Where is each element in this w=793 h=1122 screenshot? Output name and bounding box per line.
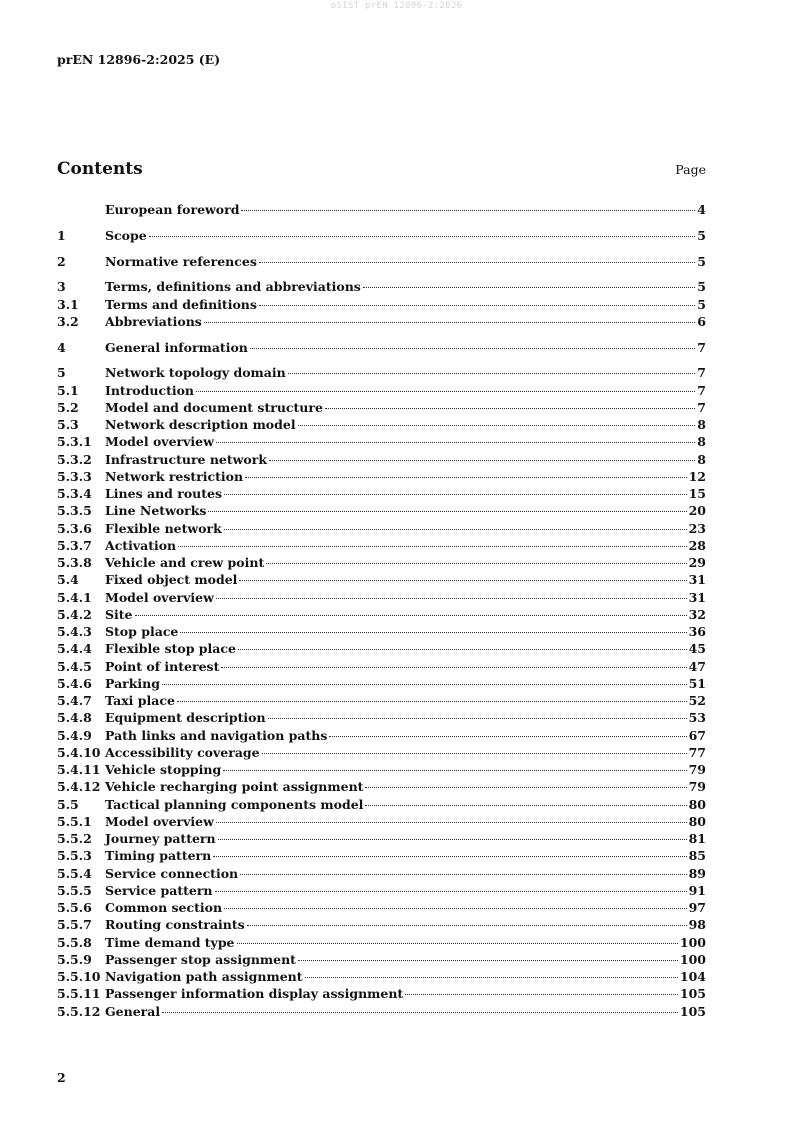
toc-entry-number: 5.5 — [57, 796, 79, 812]
document-id: prEN 12896-2:2025 (E) — [57, 52, 221, 67]
toc-entry-title: Network restriction — [105, 468, 244, 484]
toc-dot-leader — [180, 632, 686, 633]
toc-entry-number: 5.5.11 — [57, 986, 101, 1002]
toc-entry-number: 5.5.9 — [57, 951, 92, 967]
toc-entry-title: Accessibility coverage — [105, 744, 260, 760]
toc-entry-number: 5.4.5 — [57, 658, 92, 674]
toc-entry[interactable] — [57, 589, 706, 606]
toc-entry-page: 8 — [697, 417, 706, 432]
contents-title: Contents — [57, 159, 143, 179]
toc-dot-leader — [215, 891, 687, 892]
toc-entry-page: 31 — [688, 589, 706, 605]
toc-entry[interactable] — [57, 364, 706, 381]
toc-entry[interactable] — [57, 796, 706, 813]
toc-entry-title: Model overview — [105, 813, 214, 829]
toc-entry-number: 5.4.1 — [57, 589, 92, 605]
page-column-label: Page — [675, 162, 706, 177]
toc-entry[interactable] — [57, 640, 706, 657]
toc-entry-title: Common section — [105, 900, 223, 915]
toc-entry[interactable] — [57, 399, 706, 416]
toc-dot-leader — [177, 701, 687, 702]
toc-entry-page: 89 — [688, 865, 706, 881]
toc-entry-title: Lines and routes — [105, 486, 223, 501]
toc-entry-page: 52 — [688, 693, 706, 708]
toc-entry-page: 97 — [688, 900, 706, 915]
toc-entry-title: Site — [105, 606, 133, 622]
toc-entry[interactable] — [57, 761, 706, 778]
toc-entry[interactable] — [57, 985, 706, 1002]
toc-entry[interactable] — [57, 382, 706, 399]
toc-entry-title: Service pattern — [105, 882, 213, 898]
toc-entry-number: 5.4.2 — [57, 606, 92, 622]
toc-entry-page: 7 — [697, 365, 706, 381]
table-of-contents — [57, 201, 706, 1020]
toc-dot-leader — [405, 994, 678, 995]
toc-entry-page: 47 — [688, 658, 706, 674]
toc-dot-leader — [240, 874, 686, 875]
toc-entry-title: Vehicle recharging point assignment — [105, 779, 364, 795]
toc-entry-number: 5.3.6 — [57, 520, 92, 536]
toc-entry-title: Journey pattern — [105, 831, 216, 846]
toc-dot-leader — [135, 615, 687, 616]
toc-entry-number: 5 — [57, 365, 66, 381]
toc-entry-page: 23 — [688, 520, 706, 536]
toc-entry-title: General information — [105, 339, 248, 355]
toc-entry-title: Equipment description — [105, 710, 266, 726]
toc-entry-page: 105 — [679, 986, 706, 1002]
toc-entry[interactable] — [57, 847, 706, 864]
toc-entry[interactable] — [57, 520, 706, 537]
toc-entry-title: Passenger stop assignment — [105, 951, 296, 967]
toc-entry-title: Line Networks — [105, 503, 207, 519]
toc-entry-number: 5.3.2 — [57, 451, 92, 467]
toc-entry-number: 5.5.10 — [57, 969, 101, 984]
toc-entry-page: 100 — [679, 934, 706, 950]
toc-entry-page: 53 — [688, 710, 706, 726]
toc-entry-number: 5.3 — [57, 417, 79, 432]
toc-entry[interactable] — [57, 468, 706, 485]
toc-entry[interactable] — [57, 727, 706, 744]
toc-entry[interactable] — [57, 253, 706, 270]
toc-dot-leader — [329, 736, 686, 737]
toc-entry-number: 5.1 — [57, 382, 79, 398]
toc-entry-page: 77 — [688, 744, 706, 760]
toc-entry[interactable] — [57, 571, 706, 588]
toc-entry[interactable] — [57, 675, 706, 692]
toc-entry-number: 5.4.8 — [57, 710, 92, 726]
toc-entry-page: 51 — [688, 675, 706, 691]
toc-entry-number: 5.4.6 — [57, 675, 92, 691]
toc-entry[interactable] — [57, 899, 706, 916]
toc-dot-leader — [218, 839, 687, 840]
toc-dot-leader — [216, 598, 687, 599]
toc-entry[interactable] — [57, 813, 706, 830]
toc-entry-title: Navigation path assignment — [105, 969, 303, 984]
toc-entry-page: 5 — [697, 227, 706, 243]
toc-entry[interactable] — [57, 658, 706, 675]
toc-entry[interactable] — [57, 1003, 706, 1020]
toc-entry-page: 32 — [688, 606, 706, 622]
toc-entry-page: 5 — [697, 253, 706, 269]
toc-dot-leader — [259, 262, 695, 263]
toc-dot-leader — [216, 822, 687, 823]
toc-dot-leader — [325, 408, 695, 409]
toc-entry-page: 79 — [688, 779, 706, 795]
toc-dot-leader — [365, 805, 686, 806]
toc-entry[interactable] — [57, 554, 706, 571]
toc-entry-number: 5.4.3 — [57, 624, 92, 639]
toc-entry-page: 6 — [697, 313, 706, 329]
toc-entry-page: 15 — [688, 486, 706, 501]
toc-entry[interactable] — [57, 830, 706, 847]
toc-entry-number: 5.2 — [57, 399, 79, 415]
toc-entry-page: 45 — [688, 641, 706, 657]
toc-entry-title: Vehicle stopping — [105, 762, 222, 777]
toc-dot-leader — [298, 425, 696, 426]
toc-entry-title: Passenger information display assignment — [105, 986, 404, 1002]
toc-entry-number: 4 — [57, 339, 66, 355]
toc-entry-number: 5.3.4 — [57, 486, 92, 501]
toc-entry-page: 98 — [688, 917, 706, 933]
toc-entry-title: Network topology domain — [105, 365, 286, 381]
toc-dot-leader — [221, 667, 686, 668]
toc-entry[interactable] — [57, 951, 706, 968]
toc-entry-number: 5.5.7 — [57, 917, 92, 933]
toc-entry-title: Terms, definitions and abbreviations — [105, 279, 361, 295]
toc-dot-leader — [162, 1012, 678, 1013]
toc-entry-title: Service connection — [105, 865, 239, 881]
toc-entry-page: 12 — [688, 468, 706, 484]
toc-entry-title: European foreword — [105, 202, 240, 217]
toc-entry[interactable] — [57, 537, 706, 554]
toc-entry-title: Activation — [105, 537, 177, 553]
toc-entry[interactable] — [57, 339, 706, 356]
toc-entry-page: 31 — [688, 572, 706, 588]
toc-entry[interactable] — [57, 227, 706, 244]
toc-entry-page: 7 — [697, 399, 706, 415]
toc-entry[interactable] — [57, 709, 706, 726]
toc-entry-title: Introduction — [105, 382, 195, 398]
watermark: oSIST prEN 12896-2:2026 — [330, 1, 463, 11]
toc-dot-leader — [237, 943, 678, 944]
toc-entry-number: 5.5.2 — [57, 831, 92, 846]
toc-entry-title: Time demand type — [105, 934, 235, 950]
toc-entry[interactable] — [57, 296, 706, 313]
toc-entry-number: 5.3.5 — [57, 503, 92, 519]
toc-entry-page: 36 — [688, 624, 706, 639]
toc-entry-title: Model and document structure — [105, 399, 323, 415]
toc-entry[interactable] — [57, 451, 706, 468]
toc-entry-title: Flexible stop place — [105, 641, 236, 657]
toc-dot-leader — [245, 477, 687, 478]
toc-dot-leader — [363, 287, 695, 288]
toc-entry-title: Taxi place — [105, 693, 175, 708]
toc-entry-page: 20 — [688, 503, 706, 519]
toc-entry-number: 3 — [57, 279, 66, 295]
toc-dot-leader — [239, 580, 686, 581]
toc-entry-number: 3.2 — [57, 313, 79, 329]
toc-entry[interactable] — [57, 433, 706, 450]
toc-dot-leader — [224, 529, 687, 530]
toc-entry-title: Normative references — [105, 253, 257, 269]
toc-entry[interactable] — [57, 313, 706, 330]
toc-dot-leader — [241, 210, 695, 211]
toc-entry[interactable] — [57, 865, 706, 882]
toc-dot-leader — [208, 511, 686, 512]
toc-entry-number: 5.4.12 — [57, 779, 101, 795]
toc-entry-page: 4 — [697, 202, 706, 217]
toc-dot-leader — [250, 348, 695, 349]
toc-entry-title: Infrastructure network — [105, 451, 268, 467]
toc-entry-number: 5.3.7 — [57, 537, 92, 553]
toc-entry-title: Model overview — [105, 434, 214, 450]
toc-entry-number: 1 — [57, 227, 66, 243]
toc-entry[interactable] — [57, 968, 706, 985]
toc-entry[interactable] — [57, 916, 706, 933]
toc-entry[interactable] — [57, 502, 706, 519]
toc-entry[interactable] — [57, 416, 706, 433]
toc-entry-title: Terms and definitions — [105, 296, 257, 312]
toc-entry-number: 5.4.9 — [57, 727, 92, 743]
footer-page-number: 2 — [57, 1070, 66, 1085]
toc-entry-number: 3.1 — [57, 296, 79, 312]
toc-entry-number: 5.3.1 — [57, 434, 92, 450]
toc-dot-leader — [196, 391, 695, 392]
toc-entry-page: 79 — [688, 762, 706, 777]
toc-entry-number: 5.5.1 — [57, 813, 92, 829]
toc-entry-title: Fixed object model — [105, 572, 238, 588]
toc-entry-page: 7 — [697, 339, 706, 355]
toc-dot-leader — [162, 684, 687, 685]
toc-entry-title: Tactical planning components model — [105, 796, 364, 812]
toc-dot-leader — [288, 373, 696, 374]
toc-entry-number: 5.4.4 — [57, 641, 92, 657]
toc-entry-page: 8 — [697, 434, 706, 450]
toc-entry-title: General — [105, 1003, 161, 1019]
toc-dot-leader — [178, 546, 686, 547]
toc-dot-leader — [204, 322, 695, 323]
toc-dot-leader — [266, 563, 686, 564]
toc-entry-title: Scope — [105, 227, 147, 243]
toc-entry-page: 80 — [688, 796, 706, 812]
toc-entry-page: 29 — [688, 555, 706, 570]
toc-dot-leader — [268, 718, 687, 719]
toc-entry-title: Abbreviations — [105, 313, 202, 329]
toc-entry-title: Model overview — [105, 589, 214, 605]
toc-entry[interactable] — [57, 692, 706, 709]
toc-entry-page: 104 — [679, 969, 706, 984]
toc-entry[interactable] — [57, 934, 706, 951]
toc-entry-title: Flexible network — [105, 520, 222, 536]
toc-dot-leader — [298, 960, 678, 961]
toc-dot-leader — [216, 442, 695, 443]
toc-dot-leader — [213, 856, 686, 857]
toc-entry-page: 91 — [688, 882, 706, 898]
toc-entry-title: Vehicle and crew point — [105, 555, 265, 570]
toc-dot-leader — [259, 305, 695, 306]
toc-entry-number: 5.5.12 — [57, 1003, 101, 1019]
toc-entry[interactable] — [57, 744, 706, 761]
toc-entry-page: 28 — [688, 537, 706, 553]
toc-entry[interactable] — [57, 882, 706, 899]
toc-entry-number: 5.5.8 — [57, 934, 92, 950]
toc-dot-leader — [224, 494, 687, 495]
toc-dot-leader — [305, 977, 678, 978]
toc-entry-page: 100 — [679, 951, 706, 967]
toc-entry-page: 8 — [697, 451, 706, 467]
toc-dot-leader — [269, 460, 695, 461]
toc-entry-number: 5.5.6 — [57, 900, 92, 915]
toc-dot-leader — [247, 925, 687, 926]
toc-entry-page: 80 — [688, 813, 706, 829]
toc-entry-title: Routing constraints — [105, 917, 245, 933]
toc-entry[interactable] — [57, 485, 706, 502]
toc-entry-page: 5 — [697, 279, 706, 295]
toc-dot-leader — [262, 753, 687, 754]
toc-entry-number: 5.3.8 — [57, 555, 92, 570]
toc-entry-number: 5.3.3 — [57, 468, 92, 484]
toc-entry[interactable] — [57, 778, 706, 795]
toc-dot-leader — [238, 649, 687, 650]
toc-entry-title: Point of interest — [105, 658, 220, 674]
toc-entry-title: Network description model — [105, 417, 296, 432]
toc-entry[interactable] — [57, 606, 706, 623]
toc-entry-title: Timing pattern — [105, 848, 212, 864]
toc-dot-leader — [223, 770, 686, 771]
toc-entry-page: 7 — [697, 382, 706, 398]
toc-entry-title: Parking — [105, 675, 160, 691]
toc-entry-number: 5.4.7 — [57, 693, 92, 708]
toc-entry-number: 5.4.10 — [57, 744, 101, 760]
toc-dot-leader — [224, 908, 687, 909]
toc-entry-title: Path links and navigation paths — [105, 727, 328, 743]
toc-entry-number: 5.4.11 — [57, 762, 101, 777]
toc-entry[interactable] — [57, 278, 706, 295]
toc-entry-number: 5.4 — [57, 572, 79, 588]
toc-dot-leader — [365, 787, 686, 788]
toc-entry-number: 2 — [57, 253, 66, 269]
toc-entry-title: Stop place — [105, 624, 179, 639]
toc-entry-number: 5.5.4 — [57, 865, 92, 881]
toc-entry-page: 85 — [688, 848, 706, 864]
toc-entry-number: 5.5.3 — [57, 848, 92, 864]
toc-entry-page: 67 — [688, 727, 706, 743]
toc-entry-page: 105 — [679, 1003, 706, 1019]
toc-dot-leader — [149, 236, 696, 237]
toc-entry[interactable] — [57, 623, 706, 640]
toc-entry-number: 5.5.5 — [57, 882, 92, 898]
toc-entry-page: 81 — [688, 831, 706, 846]
toc-entry[interactable] — [57, 201, 706, 218]
toc-entry-page: 5 — [697, 296, 706, 312]
